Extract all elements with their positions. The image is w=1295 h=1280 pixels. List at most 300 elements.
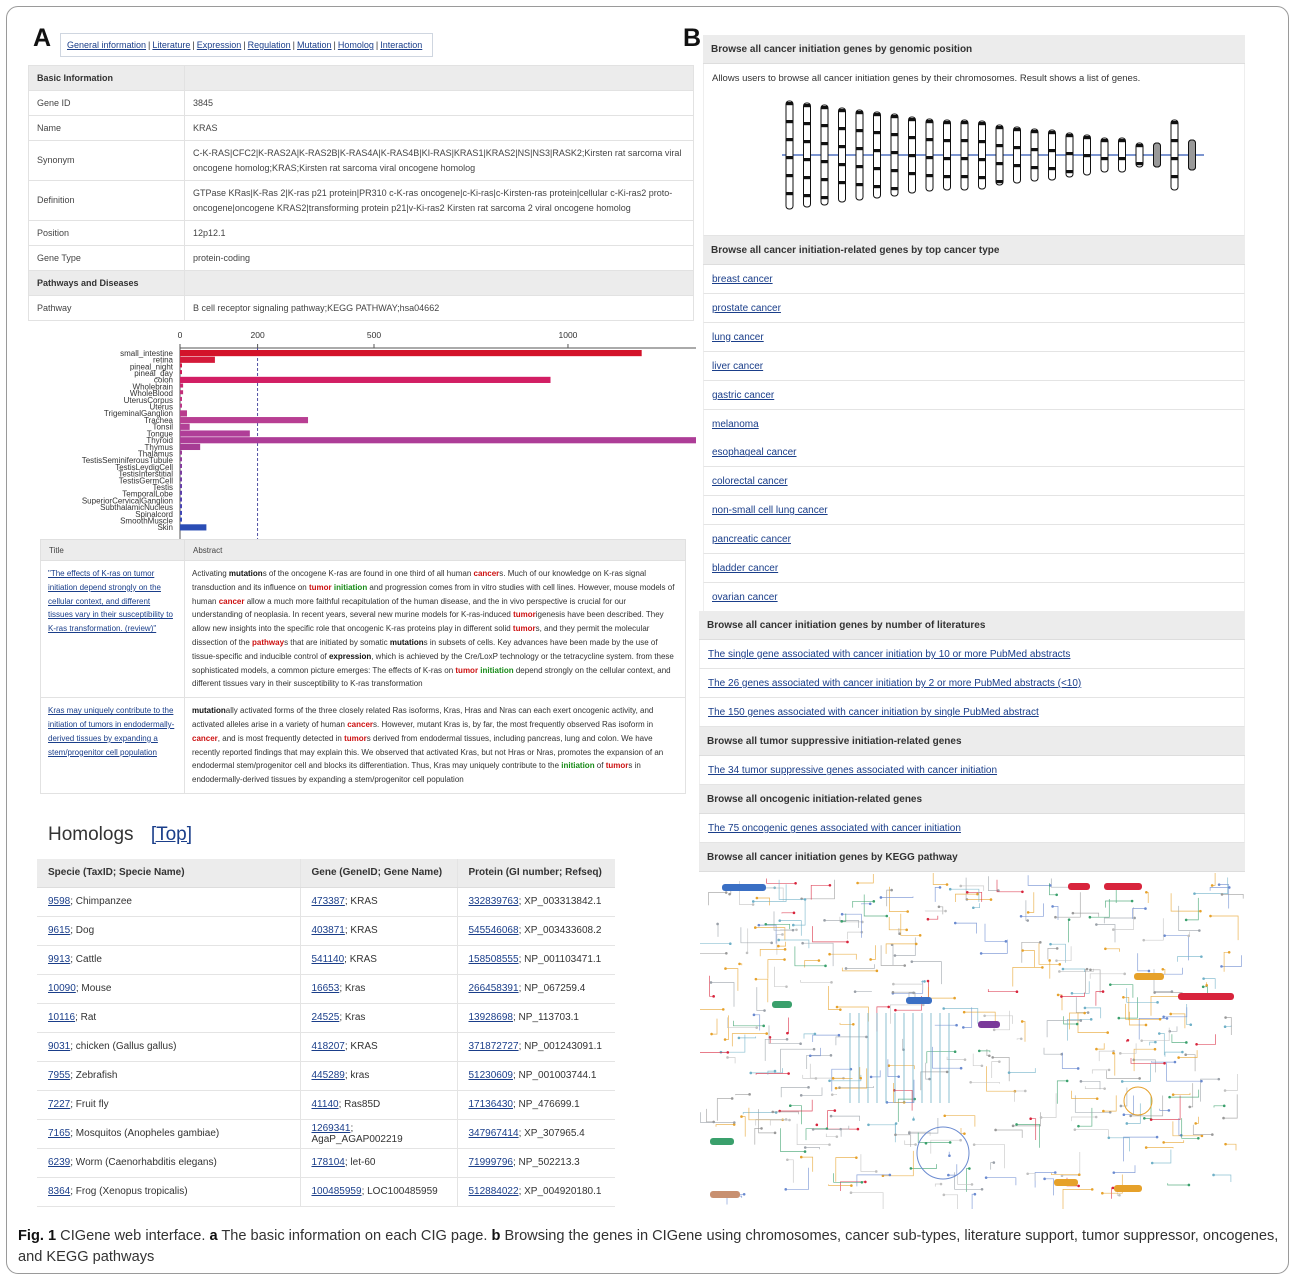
homolog-row — [37, 1090, 615, 1119]
chromosome-ideogram[interactable] — [780, 98, 1210, 216]
geneid-link[interactable]: 418207 — [311, 1041, 345, 1052]
kegg-pathway-map[interactable] — [700, 873, 1244, 1209]
info-key: Synonym — [29, 141, 185, 181]
literature-link[interactable]: The 26 genes associated with cancer initiation by 2 or more PubMed abstracts (<10) — [708, 678, 1082, 689]
category-label: UterusCorpus — [123, 395, 173, 405]
homolog-row — [37, 945, 615, 974]
pathway-label — [1104, 883, 1142, 890]
taxid-link[interactable]: 9913 — [48, 954, 71, 965]
homolog-name: ; NP_001003744.1 — [513, 1070, 597, 1081]
bar-SubthalamicNucleus — [180, 504, 182, 508]
abstract-segment: depend strongly on the cellular context, and different tissues vary in their susceptibility to K-ras transformation — [192, 665, 671, 689]
oncogenic-link[interactable]: The 75 oncogenic genes associated with cancer initiation — [708, 823, 961, 834]
top-link[interactable]: [Top] — [150, 824, 193, 845]
chromosome — [961, 120, 968, 190]
tab-homolog[interactable]: Homolog — [337, 40, 374, 50]
caption-text: Browsing the genes in CIGene using chromosomes, cancer sub-types, literature support, tumor suppressor, oncogenes, and KEGG pathways — [18, 1228, 1279, 1265]
info-key: Gene ID — [29, 91, 185, 116]
bar-UterusCorpus — [180, 397, 182, 401]
geneid-link[interactable]: 445289 — [311, 1070, 345, 1081]
abstract-segment: s in subsets of cells. Key advances have been made by the use of tissue-specific and inducible control of — [192, 637, 658, 661]
homolog-name: ; Worm (Caenorhabditis elegans) — [70, 1157, 217, 1168]
caption-fig-label: Fig. 1 — [18, 1228, 57, 1244]
homolog-cell — [457, 916, 615, 945]
homolog-name: ; XP_003313842.1 — [518, 896, 602, 907]
homolog-cell — [37, 1032, 300, 1061]
homolog-name: ; Cattle — [70, 954, 102, 965]
tab-literature[interactable]: Literature — [152, 40, 191, 50]
tab-bar — [60, 33, 433, 57]
info-row — [29, 116, 694, 141]
gi-link[interactable]: 512884022 — [468, 1186, 519, 1197]
chromosome — [856, 110, 863, 200]
info-value: B cell receptor signaling pathway;KEGG PATHWAY;hsa04662 — [185, 296, 694, 321]
abstract-row — [41, 561, 686, 698]
cancer-type-link[interactable]: bladder cancer — [712, 563, 779, 574]
info-value: 3845 — [185, 91, 694, 116]
tab-expression[interactable]: Expression — [196, 40, 242, 50]
abstract-segment: and progression comes from in vitro studies with cell lines. However, mouse models of human — [192, 582, 675, 606]
info-value — [185, 271, 694, 296]
category-label: TestisGermCell — [118, 476, 173, 486]
abstract-segment: of — [594, 761, 606, 771]
chromosome — [1189, 140, 1196, 170]
info-key: Position — [29, 221, 185, 246]
cancer-type-link[interactable]: non-small cell lung cancer — [712, 505, 828, 517]
abstract-segment: ally activated forms of the three closely related Ras isoforms, Kras, Hras and Nras can each exert oncogenic activity, and activated alleles arise in a variety of human — [192, 706, 654, 729]
chromosome — [1084, 135, 1091, 175]
info-row — [29, 141, 694, 181]
geneid-link[interactable]: 100485959 — [311, 1186, 362, 1197]
info-value: GTPase KRas|K-Ras 2|K-ras p21 protein|PR310 c-K-ras oncogene|c-Ki-ras|c-Kirsten-ras protein|cellular c-Ki-ras2 proto-oncogene|oncogene KRAS2|transforming protein p21|v-Ki-ras2 Kirsten rat sarcoma 2 viral oncogene homolog — [185, 181, 694, 221]
bar-colon — [180, 377, 551, 383]
category-label: SmoothMuscle — [120, 516, 173, 526]
cancer-type-row — [703, 323, 1245, 352]
bar-SmoothMuscle — [180, 518, 182, 522]
gi-link[interactable]: 545546068 — [468, 925, 519, 936]
keyword: mutation — [192, 706, 226, 716]
homolog-cell — [37, 974, 300, 1003]
abstract-title-cell — [41, 698, 185, 794]
gi-link[interactable]: 71999796 — [468, 1157, 513, 1168]
cancer-type-link[interactable]: prostate cancer — [712, 302, 781, 314]
chromosome — [874, 112, 881, 198]
cancer-type-link[interactable]: pancreatic cancer — [712, 534, 791, 546]
geneid-link[interactable]: 403871 — [311, 925, 345, 936]
homolog-cell — [457, 1148, 615, 1177]
keyword: cancer — [473, 569, 500, 578]
homolog-name: ; Chimpanzee — [70, 896, 132, 907]
abstract-row — [41, 698, 686, 794]
caption-text: The basic information on each CIG page. — [217, 1228, 492, 1244]
category-label: retina — [152, 355, 173, 365]
keyword: tumor — [513, 610, 536, 620]
chromosome — [1154, 143, 1161, 167]
abstract-segment: s derived from endodermal tissues, including pancreas, lung and colon. We have recently reported findings that may explain this. We observed that activated Kras, but not Hras or Nras, promotes the expansion of an endodermal stem/progenitor cell and blocks its differentiation. Thus, Kras may uniquely contribute to the — [192, 733, 664, 771]
homolog-cell — [37, 1148, 300, 1177]
tab-separator: | — [292, 40, 296, 50]
pathway-label — [710, 1138, 734, 1145]
geneid-link[interactable]: 178104 — [311, 1157, 345, 1168]
category-label: Wholebrain — [132, 382, 173, 392]
abstract-segment: , which is achieved by the Cre/LoxP technology or the tetracycline system. from these sophisticated models, a common picture emerges: The effects of K-ras on — [192, 651, 674, 675]
homolog-row — [37, 1061, 615, 1090]
homolog-cell — [300, 1061, 457, 1090]
bar-pineal_day — [180, 370, 182, 374]
homolog-cell — [300, 945, 457, 974]
category-label: small_intestine — [120, 348, 173, 358]
abstract-text — [185, 561, 686, 698]
homolog-cell — [300, 974, 457, 1003]
cancer-type-row — [703, 467, 1245, 496]
homolog-row — [37, 1148, 615, 1177]
homolog-cell — [457, 1003, 615, 1032]
chromosome — [804, 103, 811, 207]
gi-link[interactable]: 51230609 — [468, 1070, 513, 1081]
info-row — [29, 271, 694, 296]
info-key: Definition — [29, 181, 185, 221]
suppressor-link[interactable]: The 34 tumor suppressive genes associated with cancer initiation — [708, 765, 998, 776]
category-label: SubthalamicNucleus — [100, 503, 173, 513]
cancer-type-link[interactable]: colorectal cancer — [712, 476, 788, 488]
abstract-segment: s of the oncogene K-ras are found in one third of all human — [262, 569, 474, 578]
tab-interaction[interactable]: Interaction — [380, 40, 423, 50]
cancer-type-link[interactable]: gastric cancer — [712, 389, 775, 401]
cancer-type-row — [703, 438, 1245, 467]
homolog-name: ; AgaP_AGAP002219 — [311, 1122, 403, 1145]
abstract-title-link[interactable]: "The effects of K-ras on tumor initiation depend strongly on the cellular context, and different tissues vary in their susceptibility to K-ras transformation. (review)" — [48, 569, 173, 634]
chromosome — [979, 121, 986, 189]
pathway-label — [710, 1191, 740, 1198]
homolog-cell — [37, 1061, 300, 1090]
literature-link-row — [699, 640, 1245, 669]
bar-TestisInterstitial — [180, 471, 182, 475]
literature-link-row — [699, 669, 1245, 698]
protein-header: Protein (GI number; Refseq) — [457, 859, 615, 887]
taxid-link[interactable]: 7165 — [48, 1128, 71, 1139]
info-value — [185, 66, 694, 91]
homolog-name: ; Ras85D — [338, 1099, 381, 1110]
pathway-label — [1134, 973, 1164, 980]
chromosome — [1101, 138, 1108, 172]
info-value: C-K-RAS|CFC2|K-RAS2A|K-RAS2B|K-RAS4A|K-RAS4B|KI-RAS|KRAS1|KRAS2|NS|NS3|RASK2;Kirsten rat sarcoma viral oncogene homolog;KRAS;Kirsten rat sarcoma viral oncogene homolog — [185, 141, 694, 181]
info-row — [29, 246, 694, 271]
bar-Testis — [180, 484, 182, 488]
category-label: Tongue — [146, 429, 173, 439]
category-label: Thyroid — [146, 436, 173, 446]
keyword: mutation — [228, 569, 263, 578]
cancer-type-row — [703, 583, 1245, 612]
category-label: Thalamus — [137, 449, 173, 459]
chromosome — [909, 117, 916, 193]
info-key: Name — [29, 116, 185, 141]
category-label: pineal_day — [134, 369, 173, 379]
bar-TestisLeydigCell — [180, 464, 182, 468]
homolog-name: ; kras — [344, 1070, 370, 1081]
bar-Tonsil — [180, 424, 190, 430]
abstract-title-link[interactable]: Kras may uniquely contribute to the initiation of tumors in endodermally-derived tissues by expanding a stem/progenitor cell population — [48, 706, 175, 757]
chromosome — [1031, 129, 1038, 181]
keyword: initiation — [561, 761, 595, 771]
keyword: cancer — [218, 596, 245, 606]
cancer-type-row — [703, 410, 1245, 439]
gi-link[interactable]: 13928698 — [468, 1012, 513, 1023]
category-label: TestisLeydigCell — [115, 462, 173, 472]
geneid-link[interactable]: 541140 — [311, 954, 345, 965]
geneid-link[interactable]: 473387 — [311, 896, 345, 907]
homolog-row — [37, 1003, 615, 1032]
chromosome — [839, 108, 846, 202]
homolog-name: ; Rat — [75, 1012, 97, 1023]
category-label: Trachea — [143, 415, 173, 425]
x-tick-label: 200 — [250, 330, 265, 340]
bar-Thyroid — [180, 437, 696, 443]
abstract-segment: , and is most frequently detected in — [217, 733, 345, 743]
bar-WholeBlood — [180, 390, 183, 394]
tab-general-information[interactable]: General information — [67, 40, 147, 50]
homolog-cell — [300, 1119, 457, 1148]
abstract-segment: s in endodermally-derived tissues by expanding a stem/progenitor cell population — [192, 761, 641, 785]
pathway-label — [722, 884, 766, 891]
homolog-cell — [457, 974, 615, 1003]
cancer-type-row — [703, 381, 1245, 410]
geneid-link[interactable]: 41140 — [311, 1099, 339, 1110]
homolog-cell — [37, 1119, 300, 1148]
pathway-label — [978, 1021, 1000, 1028]
homolog-cell — [457, 1090, 615, 1119]
homolog-row — [37, 887, 615, 916]
cancer-type-row — [703, 554, 1245, 583]
category-label: Testis — [152, 482, 173, 492]
cancer-type-link[interactable]: lung cancer — [712, 331, 764, 343]
chromosome — [1119, 138, 1126, 172]
homolog-cell — [300, 916, 457, 945]
homolog-cell — [300, 1148, 457, 1177]
abstract-segment: allow a much more faithful recapitulation of the human disease, and the in vivo perspective is crucial for our understanding of neoplasia. In recent years, several new murine models for K-ras-induced — [192, 596, 627, 620]
homolog-row — [37, 1032, 615, 1061]
homolog-name: ; NP_113703.1 — [513, 1012, 579, 1023]
pathway-label — [1054, 1179, 1078, 1186]
taxid-link[interactable]: 6239 — [48, 1157, 71, 1168]
info-row — [29, 181, 694, 221]
basic-info-table — [28, 65, 694, 321]
homolog-name: ; chicken (Gallus gallus) — [70, 1041, 177, 1052]
homolog-cell — [300, 887, 457, 916]
title-header: Title — [41, 540, 185, 561]
abstract-segment: s. However, mutant Kras is, by far, the most frequently observed Ras isoform in — [373, 719, 654, 729]
bar-Wholebrain — [180, 384, 183, 388]
bar-TestisGermCell — [180, 477, 182, 481]
category-label: SuperiorCervicalGanglion — [81, 496, 173, 506]
gi-link[interactable]: 266458391 — [468, 983, 519, 994]
abstract-segment: s that are initiated by somatic — [284, 637, 390, 647]
taxid-link[interactable]: 10116 — [48, 1012, 76, 1023]
tab-mutation[interactable]: Mutation — [297, 40, 332, 50]
literature-link[interactable]: The single gene associated with cancer initiation by 10 or more PubMed abstracts — [708, 649, 1071, 660]
keyword: pathway — [252, 637, 285, 647]
homolog-cell — [457, 1032, 615, 1061]
x-tick-label: 0 — [177, 330, 183, 340]
info-key: Pathways and Diseases — [29, 271, 185, 296]
abstract-title-cell — [41, 561, 185, 698]
geneid-link[interactable]: 1269341 — [311, 1122, 351, 1134]
bar-Spinalcord — [180, 511, 182, 515]
homolog-cell — [37, 887, 300, 916]
homologs-table — [37, 859, 615, 1207]
genomic-position-header: Browse all cancer initiation genes by genomic position — [703, 35, 1245, 64]
gi-link[interactable]: 371872727 — [468, 1041, 519, 1052]
keyword: initiation — [480, 665, 514, 675]
tab-separator: | — [192, 40, 195, 50]
homolog-cell — [37, 916, 300, 945]
tab-regulation[interactable]: Regulation — [247, 40, 291, 50]
cancer-type-link[interactable]: melanoma — [712, 418, 759, 430]
cancer-type-link[interactable]: breast cancer — [712, 274, 773, 285]
category-label: Skin — [157, 523, 173, 533]
geneid-link[interactable]: 24525 — [311, 1012, 340, 1023]
homolog-name: ; XP_307965.4 — [518, 1128, 585, 1139]
taxid-link[interactable]: 7955 — [48, 1070, 71, 1081]
info-row — [29, 66, 694, 91]
category-label: pineal_night — [129, 362, 173, 372]
bar-Skin — [180, 524, 206, 530]
bar-Trachea — [180, 417, 308, 423]
homolog-name: ; LOC100485959 — [361, 1186, 438, 1197]
geneid-link[interactable]: 16653 — [311, 983, 340, 994]
homolog-cell — [37, 1090, 300, 1119]
taxid-link[interactable]: 9031 — [48, 1041, 71, 1052]
abstract-segment: igenesis have been described. They allow new insights into the specific role that oncogenic K-ras proteins play in different solid — [192, 610, 664, 634]
panel-a-letter: A — [33, 24, 52, 52]
cancer-type-link[interactable]: ovarian cancer — [712, 591, 778, 603]
homolog-cell — [300, 1032, 457, 1061]
chromosome — [1014, 127, 1021, 183]
taxid-link[interactable]: 10090 — [48, 983, 76, 994]
homolog-row — [37, 916, 615, 945]
taxid-link[interactable]: 9598 — [48, 896, 71, 907]
x-tick-label: 1000 — [558, 330, 578, 340]
genomic-position-box — [703, 64, 1245, 236]
taxid-link[interactable]: 9615 — [48, 925, 71, 936]
homolog-cell — [37, 945, 300, 974]
bar-Tongue — [180, 430, 250, 436]
figure-caption — [18, 1226, 1283, 1268]
category-label: Tonsil — [152, 422, 173, 432]
chromosome — [926, 119, 933, 191]
category-label: TestisInterstitial — [118, 469, 173, 479]
genomic-description: Allows users to browse all cancer initiation genes by their chromosomes. Result shows a list of genes. — [712, 73, 1141, 84]
suppressor-header: Browse all tumor suppressive initiation-related genes — [699, 727, 1245, 756]
homolog-row — [37, 1177, 615, 1206]
homolog-name: ; XP_004920180.1 — [518, 1186, 602, 1197]
category-label: WholeBlood — [129, 389, 173, 399]
literature-header: Browse all cancer initiation genes by number of literatures — [699, 611, 1245, 640]
pathway-label — [772, 1001, 792, 1008]
gi-link[interactable]: 17136430 — [468, 1099, 513, 1110]
taxid-link[interactable]: 7227 — [48, 1099, 71, 1110]
homolog-cell — [457, 887, 615, 916]
taxid-link[interactable]: 8364 — [48, 1186, 71, 1197]
panel-b-letter: B — [683, 24, 702, 52]
tab-separator: | — [148, 40, 151, 50]
cancer-type-row — [703, 265, 1245, 294]
homolog-name: ; KRAS — [344, 925, 378, 936]
homolog-name: ; KRAS — [344, 1041, 378, 1052]
info-key: Pathway — [29, 296, 185, 321]
literature-link[interactable]: The 150 genes associated with cancer initiation by single PubMed abstract — [708, 707, 1039, 718]
category-label: colon — [153, 375, 173, 385]
chromosome — [944, 120, 951, 190]
tab-separator: | — [333, 40, 336, 50]
homolog-name: ; Fruit fly — [70, 1099, 109, 1110]
abstract-text — [185, 698, 686, 794]
info-key: Gene Type — [29, 246, 185, 271]
bar-Uterus — [180, 404, 182, 408]
gene-header: Gene (GeneID; Gene Name) — [300, 859, 457, 887]
chromosome — [1171, 120, 1178, 190]
homolog-name: ; Kras — [339, 983, 366, 994]
cancer-type-link[interactable]: liver cancer — [712, 360, 764, 372]
gi-link[interactable]: 347967414 — [468, 1128, 519, 1139]
suppressor-link-row — [699, 756, 1245, 785]
cancer-type-row — [703, 294, 1245, 323]
abstract-header: Abstract — [185, 540, 686, 561]
homolog-cell — [457, 1061, 615, 1090]
homolog-row — [37, 1119, 615, 1148]
caption-b: b — [491, 1228, 501, 1244]
pathway-label — [1114, 1185, 1142, 1192]
homolog-name: ; NP_001243091.1 — [518, 1041, 602, 1052]
keyword: cancer — [347, 719, 373, 729]
info-row — [29, 91, 694, 116]
category-label: Spinalcord — [135, 509, 173, 519]
bar-TrigeminalGanglion — [180, 410, 187, 416]
cancer-type-row — [703, 525, 1245, 554]
cancer-type-row — [703, 352, 1245, 381]
expression-bar-chart — [40, 326, 696, 542]
keyword: cancer — [192, 733, 218, 743]
oncogenic-header: Browse all oncogenic initiation-related genes — [699, 785, 1245, 814]
cancer-type-link[interactable]: esophageal cancer — [712, 447, 797, 459]
chromosome — [1049, 130, 1056, 180]
keyword: tumor — [455, 665, 479, 675]
chromosome — [1066, 133, 1073, 177]
info-row — [29, 221, 694, 246]
cancer-type-row — [703, 496, 1245, 525]
bar-pineal_night — [180, 363, 182, 367]
abstract-segment: s, and they permit the molecular dissection of the — [192, 624, 650, 647]
gi-link[interactable]: 332839763 — [468, 896, 519, 907]
keyword: mutation — [389, 637, 424, 647]
bar-SuperiorCervicalGanglion — [180, 497, 182, 501]
chromosome — [996, 125, 1003, 185]
pathway-label — [906, 997, 932, 1004]
literature-table — [40, 539, 686, 794]
category-label: Uterus — [149, 402, 173, 412]
homolog-cell — [37, 1177, 300, 1206]
homolog-name: ; KRAS — [344, 954, 377, 965]
chromosome — [1136, 143, 1143, 167]
info-key: Basic Information — [29, 66, 185, 91]
bar-TemporalLobe — [180, 491, 182, 495]
homolog-name: ; XP_003433608.2 — [518, 925, 602, 936]
homolog-cell — [457, 1177, 615, 1206]
category-label: TestisSeminiferousTubule — [81, 456, 173, 466]
keyword: tumor — [308, 582, 332, 592]
cancer-type-header: Browse all cancer initiation-related genes by top cancer type — [703, 236, 1245, 265]
gi-link[interactable]: 158508555 — [468, 954, 519, 965]
bar-Thalamus — [180, 451, 182, 455]
